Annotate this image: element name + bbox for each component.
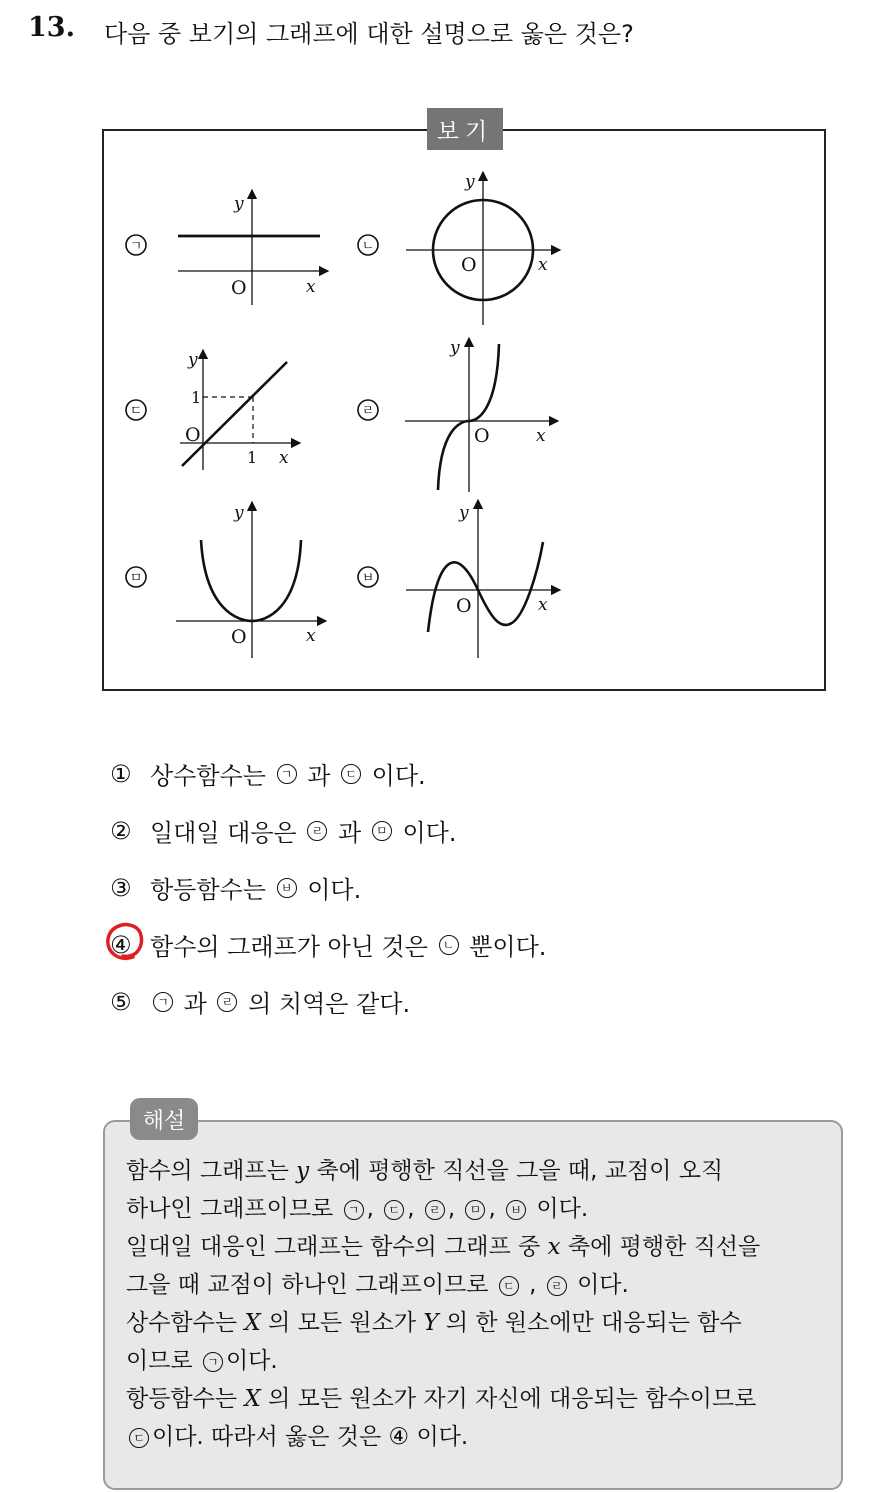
- circled-letter: ㄴ: [439, 935, 459, 955]
- graph-label-giyeok: ㄱ: [129, 239, 143, 254]
- svg-text:x: x: [306, 626, 316, 646]
- explanation-line: 상수함수는 X 의 모든 원소가 Y 의 한 원소에만 대응되는 함수: [126, 1310, 742, 1336]
- circled-letter: ㄹ: [217, 992, 237, 1012]
- circled-letter: ㄱ: [344, 1200, 364, 1220]
- svg-text:x: x: [306, 277, 316, 297]
- explanation-line: 항등함수는 X 의 모든 원소가 자기 자신에 대응되는 함수이므로: [126, 1386, 757, 1412]
- answer-mark-icon: [103, 920, 145, 962]
- svg-text:ㄷ: ㄷ: [129, 404, 143, 419]
- circled-letter: ㄷ: [341, 764, 361, 784]
- explanation-line: 하나인 그래프이므로 ㄱ , ㄷ , ㄹ , ㅁ , ㅂ 이다.: [126, 1196, 589, 1222]
- circled-letter: ㅁ: [465, 1200, 485, 1220]
- circled-letter: ㅂ: [277, 878, 297, 898]
- svg-text:y: y: [459, 503, 469, 523]
- option-number: ④: [110, 930, 132, 959]
- svg-text:y: y: [188, 350, 198, 370]
- graph-curve: [428, 542, 543, 632]
- circled-letter: ㄱ: [277, 764, 297, 784]
- graph-curve: [201, 540, 301, 621]
- circled-letter: ㅁ: [372, 821, 392, 841]
- svg-text:y: y: [450, 338, 460, 358]
- circled-letter: ㄹ: [547, 1276, 567, 1296]
- graph-giyeok: [126, 190, 328, 305]
- option-4[interactable]: ④ 함수의 그래프가 아닌 것은 ㄴ 뿐이다.: [110, 930, 547, 961]
- svg-text:x: x: [279, 448, 289, 468]
- svg-text:ㄴ: ㄴ: [361, 239, 375, 254]
- circled-letter: ㄷ: [384, 1200, 404, 1220]
- svg-text:y: y: [234, 194, 244, 214]
- bogi-title: 보기: [427, 108, 503, 150]
- svg-text:ㅁ: ㅁ: [129, 571, 143, 586]
- svg-text:ㅂ: ㅂ: [361, 571, 375, 586]
- svg-text:O: O: [231, 626, 247, 648]
- circled-letter: ㄷ: [499, 1276, 519, 1296]
- explanation-line: 일대일 대응인 그래프는 함수의 그래프 중 x 축에 평행한 직선을: [126, 1234, 761, 1260]
- graph-bieup: [358, 500, 560, 658]
- explanation-text: [126, 1152, 826, 1456]
- option-number: ①: [110, 759, 132, 788]
- option-3[interactable]: ③ 항등함수는 ㅂ 이다.: [110, 873, 362, 904]
- svg-text:O: O: [185, 424, 201, 446]
- circled-letter: ㄱ: [153, 992, 173, 1012]
- circled-letter: ㄷ: [129, 1428, 149, 1448]
- circled-letter: ㄱ: [203, 1352, 223, 1372]
- explanation-line: 이므로 ㄱ 이다.: [126, 1348, 278, 1374]
- graph-rieul: [358, 338, 558, 492]
- option-number: ③: [110, 873, 132, 902]
- svg-text:x: x: [538, 255, 548, 275]
- option-2[interactable]: ② 일대일 대응은 ㄹ 과 ㅁ 이다.: [110, 816, 457, 847]
- svg-text:O: O: [474, 425, 490, 447]
- option-5[interactable]: ⑤ ㄱ 과 ㄹ 의 치역은 같다.: [110, 987, 411, 1018]
- svg-text:ㄹ: ㄹ: [361, 404, 375, 419]
- bogi-graphs: [0, 0, 884, 720]
- svg-text:y: y: [465, 172, 475, 192]
- circled-letter: ㄹ: [307, 821, 327, 841]
- circled-letter: ㅂ: [506, 1200, 526, 1220]
- graph-nieun: [358, 172, 560, 325]
- svg-text:O: O: [231, 277, 247, 299]
- svg-text:x: x: [538, 595, 548, 615]
- question-number: 13.: [28, 12, 75, 43]
- svg-text:1: 1: [247, 448, 258, 467]
- graph-curve: [182, 362, 287, 466]
- explanation-title: 해설: [130, 1098, 198, 1140]
- question-text: 다음 중 보기의 그래프에 대한 설명으로 옳은 것은?: [104, 20, 634, 48]
- graph-digeut: [126, 350, 300, 470]
- svg-text:O: O: [456, 595, 472, 617]
- graph-mieum: [126, 502, 326, 658]
- svg-text:x: x: [536, 426, 546, 446]
- svg-text:O: O: [461, 254, 477, 276]
- explanation-line: 그을 때 교점이 하나인 그래프이므로 ㄷ , ㄹ 이다.: [126, 1272, 629, 1298]
- svg-text:y: y: [234, 503, 244, 523]
- svg-text:1: 1: [191, 388, 202, 407]
- option-number: ②: [110, 816, 132, 845]
- option-1[interactable]: ① 상수함수는 ㄱ 과 ㄷ 이다.: [110, 759, 426, 790]
- explanation-line: ㄷ 이다. 따라서 옳은 것은 ④ 이다.: [126, 1418, 826, 1456]
- circled-letter: ㄹ: [425, 1200, 445, 1220]
- explanation-line: 함수의 그래프는 y 축에 평행한 직선을 그을 때, 교점이 오직: [126, 1158, 724, 1184]
- option-number: ⑤: [110, 987, 132, 1016]
